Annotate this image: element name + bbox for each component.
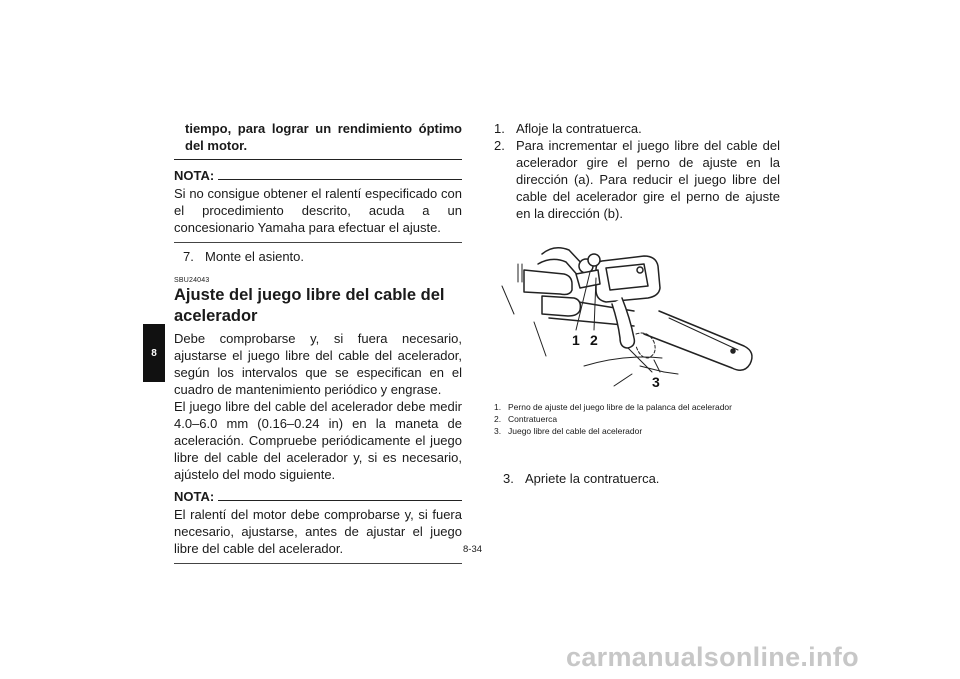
figure-label-2: 2 [590,332,598,348]
nota-rule-2 [218,500,462,501]
caption-number: 3. [494,426,502,436]
step-2 [494,137,780,222]
nota-label: NOTA: [174,168,215,183]
nota-header [174,168,462,183]
paragraph-1: Debe comprobarse y, si fuera necesario, ajustarse el juego libre del cable del acelerador, según los intervalos que se especifican en el cuadro de mantenimiento periódico y engrase. [174,331,462,397]
nota-header-2 [174,489,462,504]
figure-label-3: 3 [652,374,660,390]
caption-number: 1. [494,402,502,412]
figure-captions [494,402,780,438]
nota-end-rule [174,242,462,243]
watermark: carmanualsonline.info [566,642,859,672]
page-number: 8-34 [463,544,483,555]
step-7 [174,248,462,265]
nota-end-rule-2 [174,563,462,564]
right-column [494,120,780,222]
nota-text: Si no consigue obtener el ralentí especificado con el procedimiento descrito, acuda a un concesionario Yamaha para efectuar el ajuste. [174,186,462,235]
warning-tail-text: tiempo, para lograr un rendimiento óptimo del motor. [185,121,462,153]
caption-text: Perno de ajuste del juego libre de la palanca del acelerador [508,402,732,412]
caption-item [494,426,780,437]
left-column [174,120,462,564]
step-3 [503,470,780,487]
nota-text-2: El ralentí del motor debe comprobarse y, si fuera necesario, ajustarse, antes de ajustar el juego libre del cable del acelerador. [174,507,462,556]
step-number: 2. [494,138,505,153]
caption-text: Contratuerca [508,414,558,424]
caption-item [494,402,780,413]
step-text: Apriete la contratuerca. [525,471,660,486]
figure-label-1: 1 [572,332,580,348]
caption-item [494,414,780,425]
caption-number: 2. [494,414,502,424]
nota-label-2: NOTA: [174,489,215,504]
caption-text: Juego libre del cable del acelerador [508,426,643,436]
nota-rule [218,179,462,180]
step-number: 3. [503,471,514,486]
step-text: Afloje la contratuerca. [516,121,642,136]
step-text: Para incrementar el juego libre del cable del acelerador gire el perno de ajuste en la dirección (a). Para reducir el juego libre del cable del acelerador gire el perno de ajuste en la dirección (b). [516,138,780,221]
step-text: Monte el asiento. [205,249,305,264]
paragraph-2: El juego libre del cable del acelerador debe medir 4.0–6.0 mm (0.16–0.24 in) en la maneta de aceleración. Compruebe periódicamente el juego libre del cable del acelerador y, si es necesario, ajústelo del modo siguiente. [174,399,462,482]
throttle-lever-figure [494,226,780,394]
section-code: SBU24043 [174,277,210,284]
section-title: Ajuste del juego libre del cable del acelerador [174,286,445,325]
step-1 [494,120,780,137]
step-number: 1. [494,121,505,136]
warning-end-rule [174,159,462,160]
step-number: 7. [183,249,194,264]
section-tab: 8 [143,324,165,382]
